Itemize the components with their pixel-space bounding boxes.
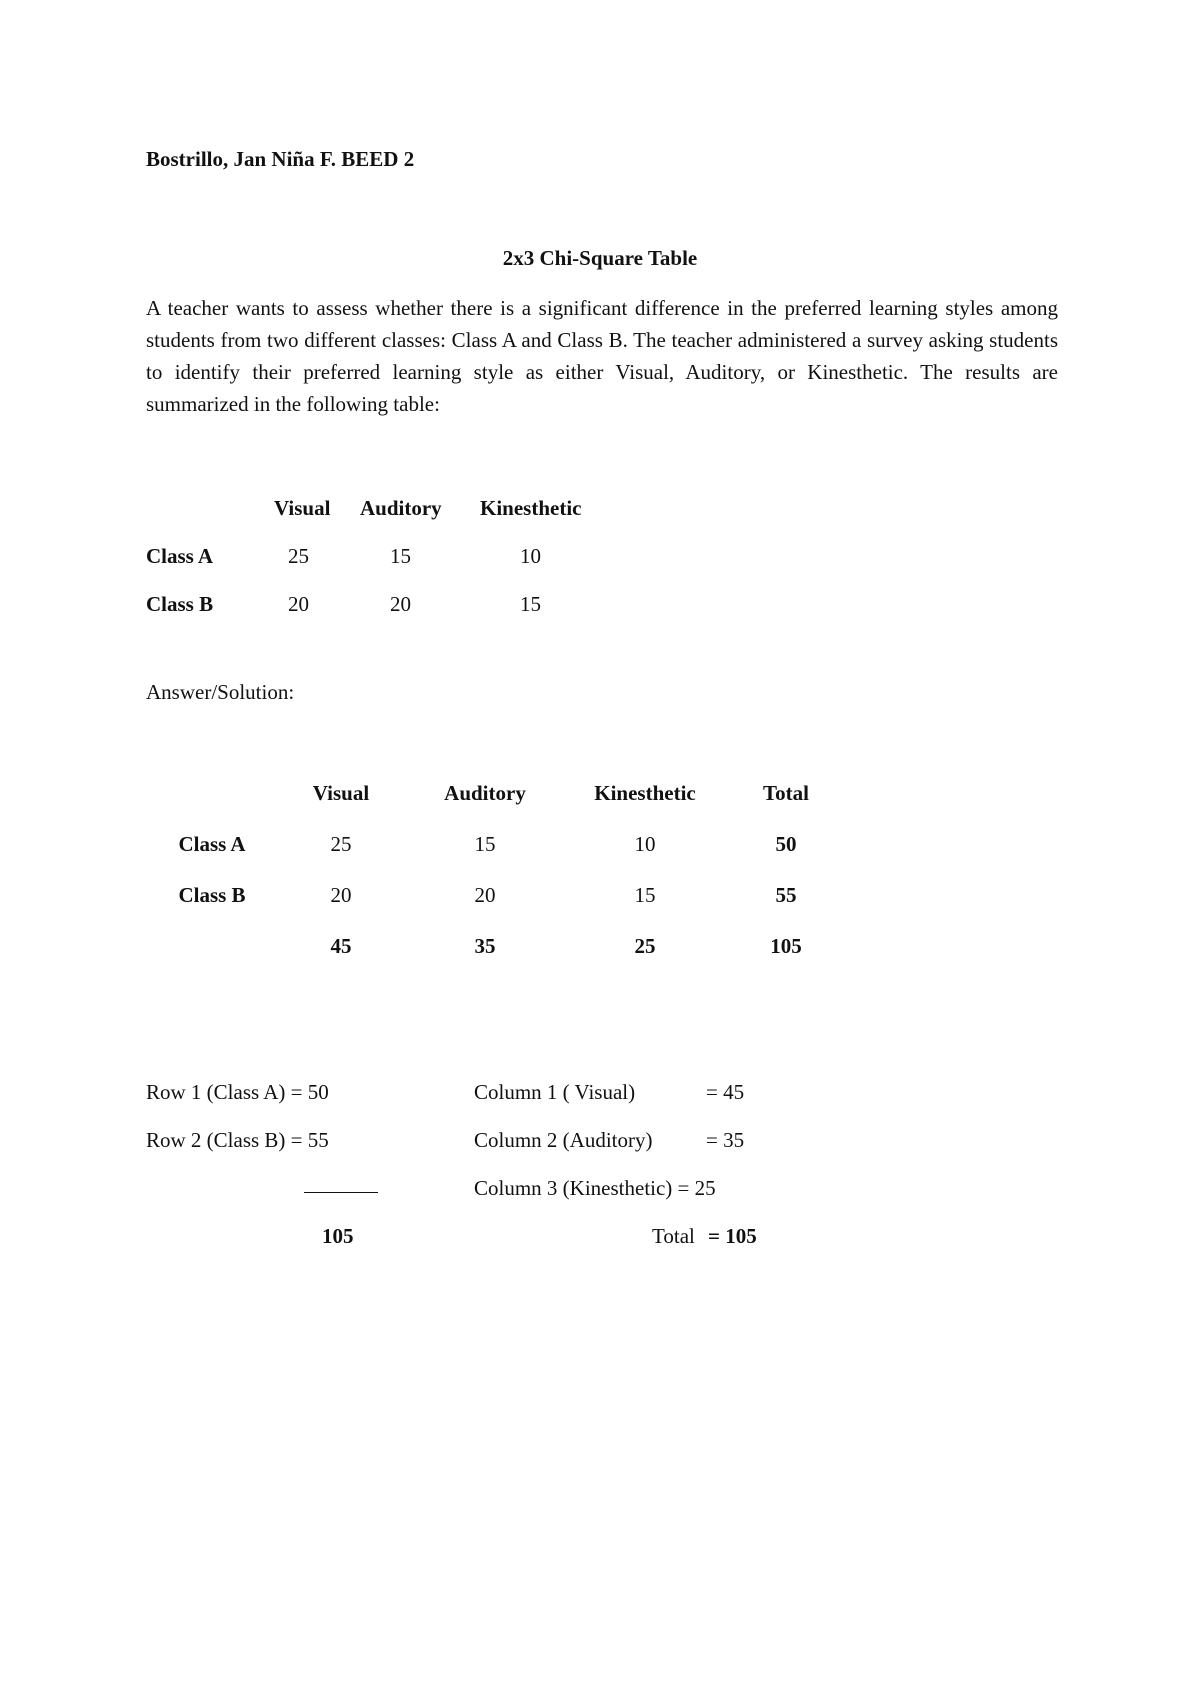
table-cell: 10 xyxy=(634,832,656,856)
column2-value: = 35 xyxy=(706,1128,745,1152)
author-line: Bostrillo, Jan Niña F. BEED 2 xyxy=(146,147,415,171)
table-cell: 15 xyxy=(390,543,411,568)
row1-sum: Row 1 (Class A) = 50 xyxy=(146,1080,329,1104)
table-cell: 15 xyxy=(474,832,496,856)
observed-table xyxy=(146,484,610,628)
header-kinesthetic: Kinesthetic xyxy=(480,495,582,520)
table-row xyxy=(150,870,844,921)
row-label: Class B xyxy=(146,591,214,616)
table-cell: 20 xyxy=(390,591,411,616)
header-total: Total xyxy=(763,781,809,805)
header-auditory: Auditory xyxy=(360,495,442,520)
document-title: 2x3 Chi-Square Table xyxy=(502,246,698,270)
table-cell: 10 xyxy=(520,543,541,568)
rows-total: 105 xyxy=(322,1224,354,1248)
header-visual: Visual xyxy=(274,495,331,520)
problem-statement: A teacher wants to assess whether there is a significant difference in the preferred learning styles among students from two different classes: Class A and Class B. The teacher administered a survey asking students to identify their preferred learning style as either Visual, Auditory, or Kinesthetic. The results are summarized in the following table: xyxy=(146,296,1058,416)
column3-sum: Column 3 (Kinesthetic) = 25 xyxy=(474,1176,716,1200)
row-total: 50 xyxy=(775,832,797,856)
contingency-table xyxy=(150,768,844,972)
table-cell: 20 xyxy=(288,591,309,616)
sum-divider xyxy=(304,1192,378,1193)
grand-total: 105 xyxy=(770,934,802,958)
table-cell: 20 xyxy=(474,883,496,907)
answer-label: Answer/Solution: xyxy=(146,680,295,704)
total-label: Total xyxy=(652,1224,695,1248)
column2-label: Column 2 (Auditory) xyxy=(474,1128,653,1152)
column1-value: = 45 xyxy=(706,1080,745,1104)
table-header-row xyxy=(146,484,610,532)
table-header-row xyxy=(150,768,844,819)
column1-label: Column 1 ( Visual) xyxy=(474,1080,636,1104)
table-row xyxy=(146,532,610,580)
row-label: Class A xyxy=(178,832,246,856)
table-cell: 25 xyxy=(330,832,352,856)
table-cell: 20 xyxy=(330,883,352,907)
total-value: = 105 xyxy=(708,1224,757,1248)
row-label: Class A xyxy=(146,543,214,568)
header-kinesthetic: Kinesthetic xyxy=(594,781,696,805)
table-row xyxy=(146,580,610,628)
header-auditory: Auditory xyxy=(444,781,526,805)
table-cell: 15 xyxy=(634,883,656,907)
column-total: 45 xyxy=(330,934,352,958)
row2-sum: Row 2 (Class B) = 55 xyxy=(146,1128,329,1152)
column-total: 25 xyxy=(634,934,656,958)
table-cell: 15 xyxy=(520,591,541,616)
row-label: Class B xyxy=(178,883,246,907)
header-visual: Visual xyxy=(312,781,370,805)
column-totals-row xyxy=(150,921,844,972)
row-total: 55 xyxy=(775,883,797,907)
column-total: 35 xyxy=(474,934,496,958)
table-cell: 25 xyxy=(288,543,309,568)
table-row xyxy=(150,819,844,870)
